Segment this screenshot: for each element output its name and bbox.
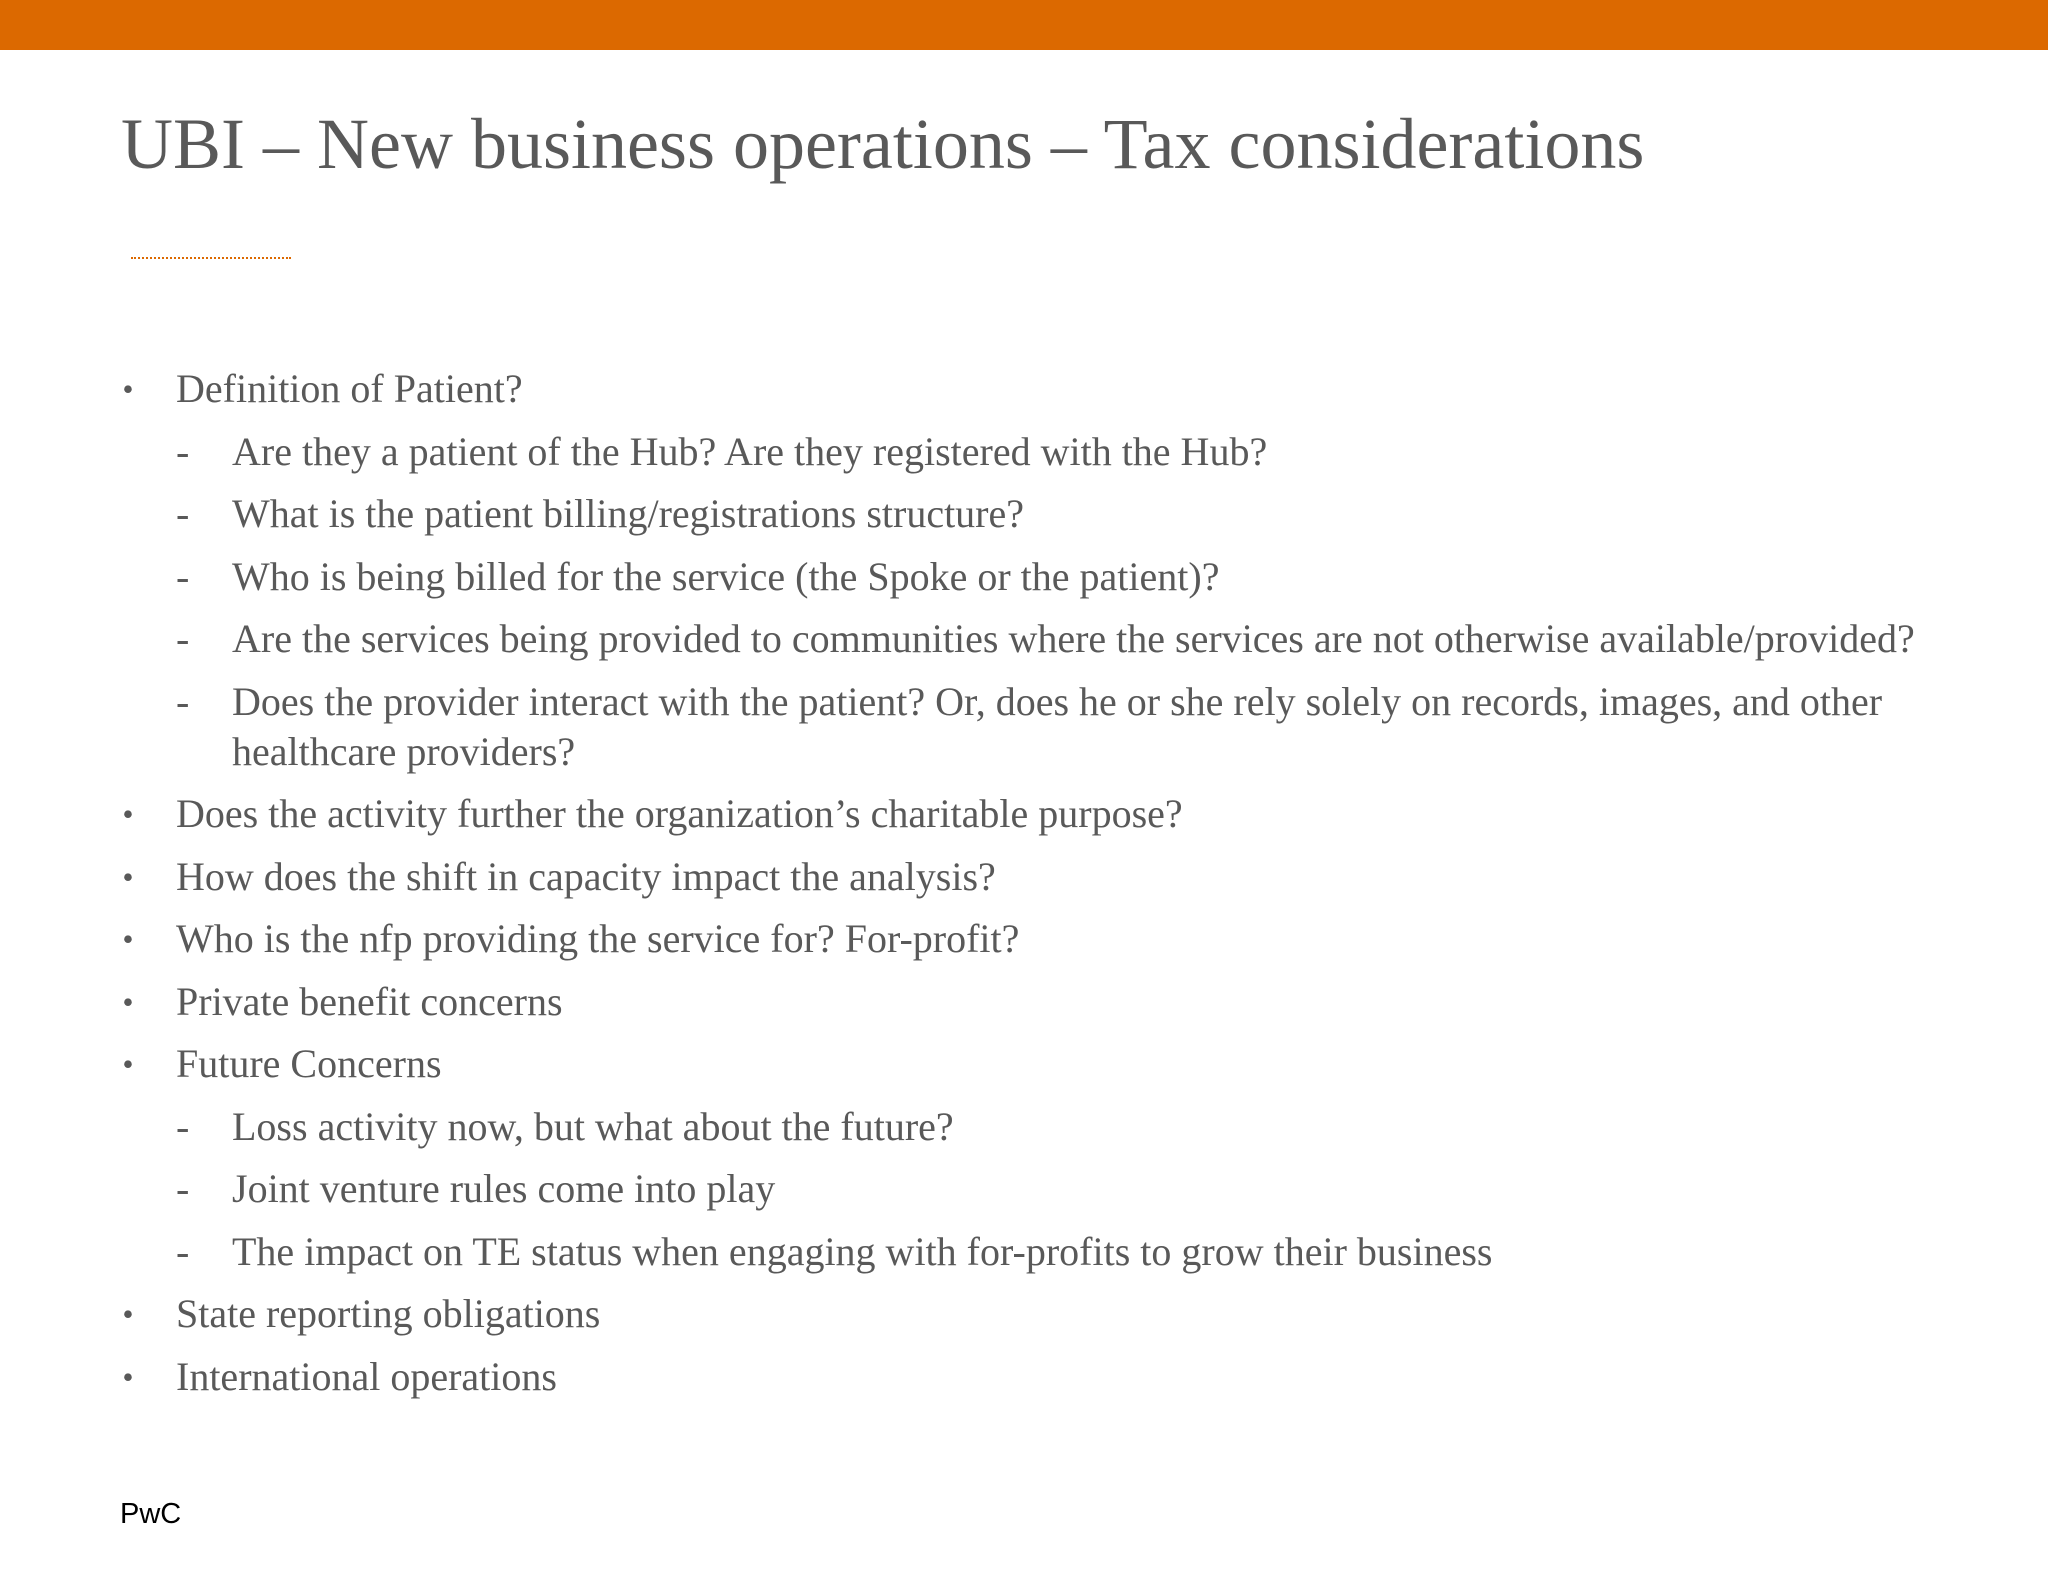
bullet-text: Who is the nfp providing the service for? For-profit? bbox=[176, 916, 1020, 961]
dash-marker: - bbox=[176, 678, 190, 724]
sub-bullet-item bbox=[118, 1164, 1998, 1214]
bullet-marker: • bbox=[122, 1296, 134, 1332]
bullet-item bbox=[118, 364, 1998, 414]
sub-bullet-text: Are the services being provided to communities where the services are not otherwise available/provided? bbox=[232, 616, 1915, 661]
sub-bullet-text: Does the provider interact with the patient? Or, does he or she rely solely on records, images, and other healthcare providers? bbox=[232, 678, 1883, 774]
bullet-text: International operations bbox=[176, 1353, 557, 1399]
bullet-item bbox=[118, 1352, 1998, 1402]
bullet-marker: • bbox=[122, 371, 134, 407]
sub-bullet-item bbox=[118, 427, 1998, 477]
dash-marker: - bbox=[176, 553, 190, 599]
sub-bullet-item bbox=[118, 552, 1998, 602]
dash-marker: - bbox=[176, 1103, 190, 1149]
bullet-text: Future Concerns bbox=[176, 1041, 442, 1086]
bullet-text: How does the shift in capacity impact the analysis? bbox=[176, 853, 996, 899]
sub-bullet-item bbox=[118, 614, 1998, 664]
bullet-item bbox=[118, 789, 1998, 839]
sub-bullet-item bbox=[118, 489, 1998, 539]
dash-marker: - bbox=[176, 616, 190, 661]
sub-bullet-item bbox=[118, 677, 1998, 777]
dash-marker: - bbox=[176, 1228, 190, 1274]
bullet-text: Private benefit concerns bbox=[176, 978, 563, 1024]
bullet-text: State reporting obligations bbox=[176, 1291, 601, 1336]
bullet-text: Definition of Patient? bbox=[176, 366, 523, 411]
bullet-item bbox=[118, 1039, 1998, 1089]
title-underline bbox=[131, 257, 291, 259]
bullet-marker: • bbox=[122, 983, 134, 1020]
bullet-marker: • bbox=[122, 858, 134, 895]
sub-bullet-text: Who is being billed for the service (the Spoke or the patient)? bbox=[232, 553, 1220, 599]
sub-bullet-text: Loss activity now, but what about the future? bbox=[232, 1103, 954, 1149]
sub-bullet-item bbox=[118, 1102, 1998, 1152]
bullet-marker: • bbox=[122, 1046, 134, 1082]
bullet-marker: • bbox=[122, 1358, 134, 1395]
footer-brand: PwC bbox=[120, 1498, 182, 1530]
sub-bullet-text: Are they a patient of the Hub? Are they registered with the Hub? bbox=[232, 428, 1268, 474]
sub-bullet-text: The impact on TE status when engaging with for-profits to grow their business bbox=[232, 1228, 1493, 1274]
top-accent-bar bbox=[0, 0, 2048, 50]
sub-bullet-text: Joint venture rules come into play bbox=[232, 1166, 776, 1211]
sub-bullet-item bbox=[118, 1227, 1998, 1277]
bullet-list bbox=[118, 364, 1998, 1414]
bullet-item bbox=[118, 1289, 1998, 1339]
bullet-text: Does the activity further the organization’s charitable purpose? bbox=[176, 791, 1183, 836]
dash-marker: - bbox=[176, 428, 190, 474]
dash-marker: - bbox=[176, 491, 190, 536]
bullet-item bbox=[118, 977, 1998, 1027]
slide-title: UBI – New business operations – Tax considerations bbox=[121, 104, 1645, 184]
bullet-item bbox=[118, 914, 1998, 964]
bullet-marker: • bbox=[122, 796, 134, 832]
bullet-marker: • bbox=[122, 921, 134, 957]
dash-marker: - bbox=[176, 1166, 190, 1211]
bullet-item bbox=[118, 852, 1998, 902]
sub-bullet-text: What is the patient billing/registrations structure? bbox=[232, 491, 1025, 536]
